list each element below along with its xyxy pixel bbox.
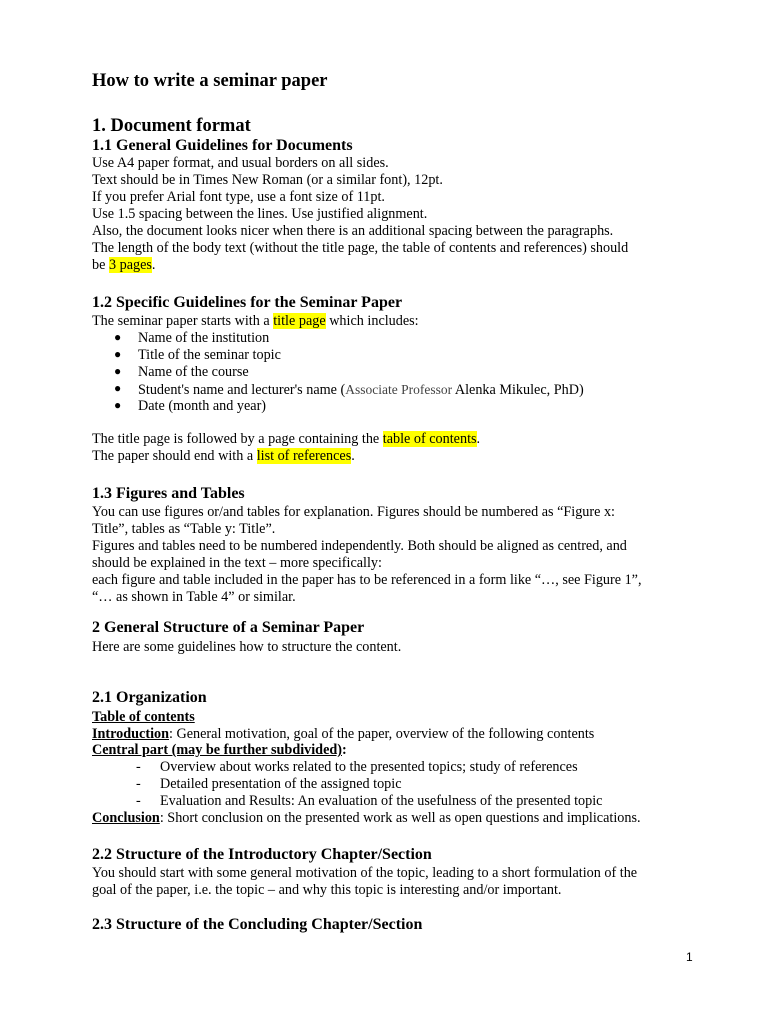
dash-item: Overview about works related to the presented topics; study of references <box>160 759 578 775</box>
section-2-1-heading: 2.1 Organization <box>92 689 207 706</box>
bullet-item: Title of the seminar topic <box>138 347 281 363</box>
central-part-line: Central part (may be further subdivided): <box>92 742 347 758</box>
paragraph-line: be 3 pages. <box>92 257 156 273</box>
bullet-item: Student's name and lecturer's name (Associate Professor Alenka Mikulec, PhD) <box>138 382 584 398</box>
highlighted-text: 3 pages <box>108 257 152 273</box>
bullet-icon: ● <box>114 381 122 395</box>
highlighted-text: title page <box>273 313 326 329</box>
highlighted-text: table of contents <box>382 431 477 447</box>
paragraph-line: should be explained in the text – more specifically: <box>92 555 382 571</box>
bullet-icon: ● <box>114 364 122 378</box>
paragraph-line: Figures and tables need to be numbered independently. Both should be aligned as centred, and <box>92 538 627 554</box>
paragraph-line: Use A4 paper format, and usual borders on all sides. <box>92 155 389 171</box>
introduction-line: Introduction: General motivation, goal of the paper, overview of the following contents <box>92 726 595 742</box>
bullet-item: Name of the course <box>138 364 249 380</box>
paragraph-line: Title”, tables as “Table y: Title”. <box>92 521 276 537</box>
section-2-heading: 2 General Structure of a Seminar Paper <box>92 619 365 636</box>
paragraph-line: The paper should end with a list of references. <box>92 448 355 464</box>
section-2-3-heading: 2.3 Structure of the Concluding Chapter/Section <box>92 916 423 933</box>
paragraph-line: The title page is followed by a page containing the table of contents. <box>92 431 481 447</box>
paragraph-line: Text should be in Times New Roman (or a similar font), 12pt. <box>92 172 443 188</box>
dash-item: Evaluation and Results: An evaluation of the usefulness of the presented topic <box>160 793 603 809</box>
dash-bullet: - <box>136 759 141 775</box>
section-1-3-heading: 1.3 Figures and Tables <box>92 485 245 502</box>
dash-item: Detailed presentation of the assigned topic <box>160 776 402 792</box>
bullet-icon: ● <box>114 398 122 412</box>
paragraph-line: Here are some guidelines how to structure the content. <box>92 639 402 655</box>
section-1-1-heading: 1.1 General Guidelines for Documents <box>92 137 353 154</box>
paragraph-line: Also, the document looks nicer when there is an additional spacing between the paragraphs. <box>92 223 614 239</box>
paragraph-line: Use 1.5 spacing between the lines. Use justified alignment. <box>92 206 428 222</box>
toc-label: Table of contents <box>92 709 195 725</box>
section-1-2-heading: 1.2 Specific Guidelines for the Seminar Paper <box>92 294 403 311</box>
paragraph-line: You can use figures or/and tables for explanation. Figures should be numbered as “Figure x: <box>92 504 615 520</box>
paragraph-line: The length of the body text (without the title page, the table of contents and references) should <box>92 240 629 256</box>
conclusion-line: Conclusion: Short conclusion on the presented work as well as open questions and implications. <box>92 810 641 826</box>
bullet-icon: ● <box>114 347 122 361</box>
paragraph-line: each figure and table included in the paper has to be referenced in a form like “…, see Figure 1”, <box>92 572 642 588</box>
paragraph-line: “… as shown in Table 4” or similar. <box>92 589 296 605</box>
bullet-icon: ● <box>114 330 122 344</box>
paragraph-line: goal of the paper, i.e. the topic – and why this topic is interesting and/or important. <box>92 882 562 898</box>
paragraph-line: The seminar paper starts with a title page which includes: <box>92 313 419 329</box>
dash-bullet: - <box>136 776 141 792</box>
document-title: How to write a seminar paper <box>92 71 328 91</box>
highlighted-text: list of references <box>256 448 352 464</box>
section-2-2-heading: 2.2 Structure of the Introductory Chapter/Section <box>92 846 432 863</box>
page-number: 1 <box>686 950 693 964</box>
bullet-item: Date (month and year) <box>138 398 267 414</box>
dash-bullet: - <box>136 793 141 809</box>
paragraph-line: You should start with some general motivation of the topic, leading to a short formulation of the <box>92 865 638 881</box>
section-1-heading: 1. Document format <box>92 116 251 136</box>
bullet-item: Name of the institution <box>138 330 270 346</box>
paragraph-line: If you prefer Arial font type, use a font size of 11pt. <box>92 189 385 205</box>
